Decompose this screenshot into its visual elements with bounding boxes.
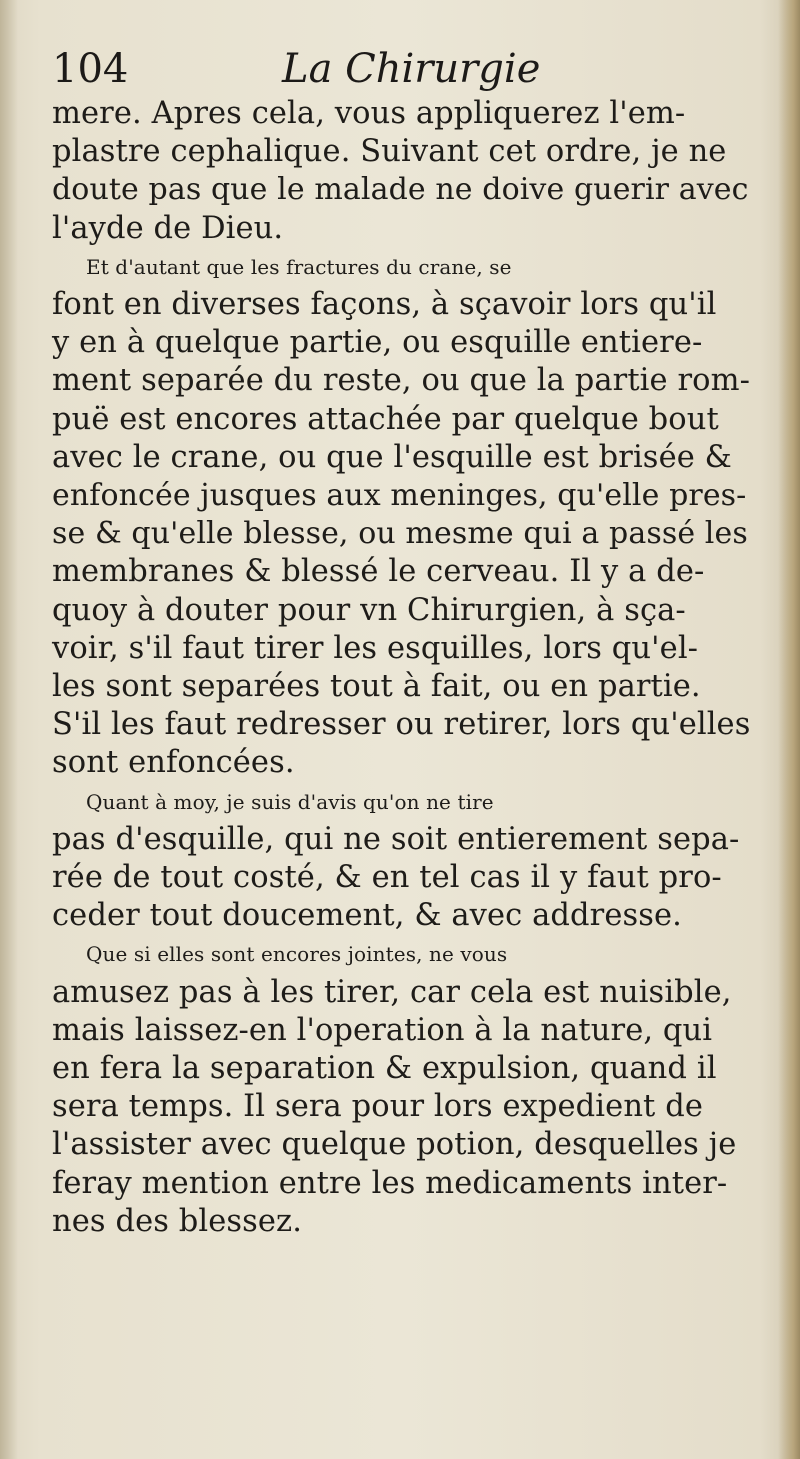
text-line: font en diverses façons, à sçavoir lors qu'il bbox=[52, 287, 717, 323]
page-header bbox=[52, 42, 742, 96]
text-line: voir, s'il faut tirer les esquilles, lors qu'el- bbox=[52, 630, 699, 666]
text-line: Quant à moy, je suis d'avis qu'on ne tire bbox=[86, 789, 494, 814]
text-line: quoy à douter pour vn Chirurgien, à sça- bbox=[52, 592, 686, 628]
text-line: Que si elles sont encores jointes, ne vous bbox=[86, 942, 508, 967]
text-line: l'ayde de Dieu. bbox=[52, 210, 284, 246]
body-text bbox=[52, 95, 752, 1241]
text-line: plastre cephalique. Suivant cet ordre, je ne bbox=[52, 134, 727, 170]
text-line: amusez pas à les tirer, car cela est nuisible, bbox=[52, 974, 732, 1010]
text-line: feray mention entre les medicaments inter- bbox=[52, 1165, 728, 1201]
text-line: doute pas que le malade ne doive guerir avec bbox=[52, 172, 749, 208]
text-line: membranes & blessé le cerveau. Il y a de- bbox=[52, 554, 705, 590]
text-line: enfoncée jusques aux meninges, qu'elle pres- bbox=[52, 478, 747, 514]
text-line: rée de tout costé, & en tel cas il y faut pro- bbox=[52, 860, 722, 896]
text-line: S'il les faut redresser ou retirer, lors qu'elles bbox=[52, 707, 751, 743]
text-line: sont enfoncées. bbox=[52, 745, 295, 781]
text-line: l'assister avec quelque potion, desquelles je bbox=[52, 1127, 737, 1163]
text-line: se & qu'elle blesse, ou mesme qui a passé les bbox=[52, 516, 748, 552]
gutter-shadow bbox=[0, 0, 18, 1459]
text-line: pas d'esquille, qui ne soit entierement sepa- bbox=[52, 821, 740, 857]
text-line: Et d'autant que les fractures du crane, se bbox=[86, 254, 512, 279]
text-line: nes des blessez. bbox=[52, 1203, 303, 1239]
text-line: mais laissez-en l'operation à la nature, qui bbox=[52, 1012, 713, 1048]
text-line: avec le crane, ou que l'esquille est brisée & bbox=[52, 439, 732, 475]
running-title: La Chirurgie bbox=[282, 46, 541, 92]
text-line: puë est encores attachée par quelque bout bbox=[52, 401, 719, 437]
text-line: ceder tout doucement, & avec addresse. bbox=[52, 898, 682, 934]
text-line: mere. Apres cela, vous appliquerez l'em- bbox=[52, 96, 686, 131]
text-line: sera temps. Il sera pour lors expedient de bbox=[52, 1089, 703, 1125]
text-line: en fera la separation & expulsion, quand il bbox=[52, 1051, 717, 1087]
page-number: 104 bbox=[52, 46, 129, 92]
page-edge bbox=[778, 0, 800, 1459]
text-line: ment separée du reste, ou que la partie rom- bbox=[52, 363, 751, 399]
text-line: les sont separées tout à fait, ou en partie. bbox=[52, 669, 701, 705]
text-line: y en à quelque partie, ou esquille entiere- bbox=[52, 325, 703, 361]
